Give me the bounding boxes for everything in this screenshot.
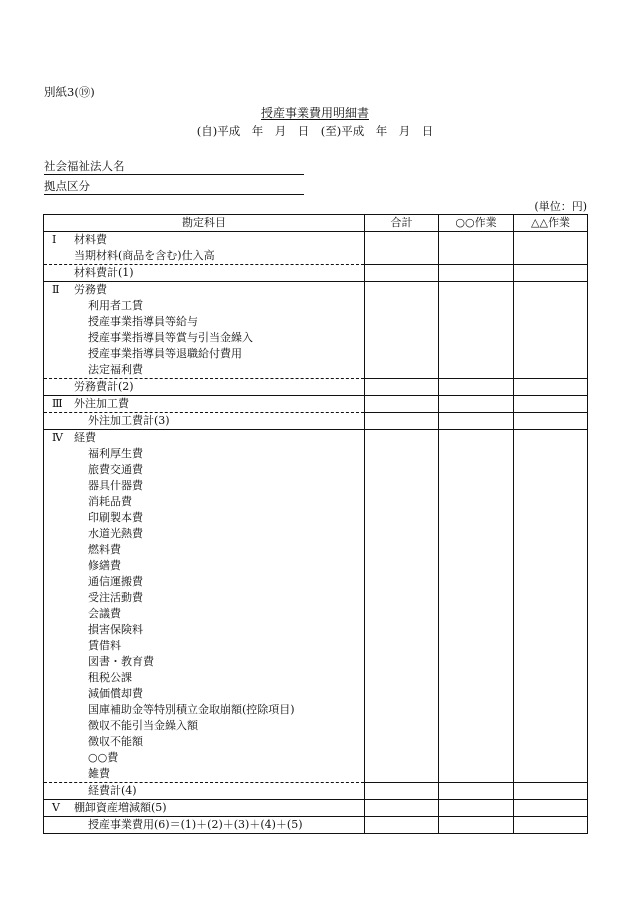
account-cell <box>44 654 365 670</box>
work-b-cell <box>514 638 588 654</box>
work-b-cell <box>514 298 588 314</box>
table-row <box>44 362 588 379</box>
account-cell <box>44 298 365 314</box>
total-cell <box>365 542 439 558</box>
account-cell <box>44 379 365 396</box>
work-a-cell <box>439 622 514 638</box>
table-row <box>44 446 588 462</box>
header-work-b: △△作業 <box>514 215 588 232</box>
work-a-cell <box>439 346 514 362</box>
work-b-cell <box>514 248 588 265</box>
work-b-cell <box>514 558 588 574</box>
total-cell <box>365 526 439 542</box>
header-total: 合計 <box>365 215 439 232</box>
section-number: Ⅳ <box>52 431 63 444</box>
work-b-cell <box>514 590 588 606</box>
work-a-cell <box>439 670 514 686</box>
work-b-cell <box>514 478 588 494</box>
work-b-cell <box>514 282 588 299</box>
work-a-cell <box>439 362 514 379</box>
account-cell <box>44 526 365 542</box>
account-cell <box>44 446 365 462</box>
account-cell <box>44 494 365 510</box>
table-body <box>44 232 588 834</box>
table-row <box>44 232 588 249</box>
total-cell <box>365 330 439 346</box>
account-name: 器具什器費 <box>88 479 143 492</box>
total-cell <box>365 379 439 396</box>
table-row <box>44 379 588 396</box>
total-cell <box>365 558 439 574</box>
account-cell <box>44 766 365 783</box>
work-a-cell <box>439 574 514 590</box>
work-a-cell <box>439 654 514 670</box>
table-row <box>44 298 588 314</box>
table-row <box>44 574 588 590</box>
table-row <box>44 750 588 766</box>
work-a-cell <box>439 590 514 606</box>
table-row <box>44 282 588 299</box>
account-cell <box>44 606 365 622</box>
work-b-cell <box>514 232 588 249</box>
table-row <box>44 766 588 783</box>
work-b-cell <box>514 494 588 510</box>
account-cell <box>44 783 365 800</box>
table-row <box>44 265 588 282</box>
account-cell <box>44 574 365 590</box>
work-a-cell <box>439 734 514 750</box>
work-a-cell <box>439 413 514 430</box>
account-name: 雑費 <box>88 767 110 780</box>
account-cell <box>44 462 365 478</box>
section-number: Ⅲ <box>52 397 63 410</box>
total-cell <box>365 232 439 249</box>
account-name: 授産事業指導員等賞与引当金繰入 <box>88 331 253 344</box>
total-cell <box>365 817 439 834</box>
table-row <box>44 670 588 686</box>
table-row <box>44 346 588 362</box>
account-name: 水道光熱費 <box>88 527 143 540</box>
account-name: 労務費計(2) <box>74 380 134 393</box>
work-a-cell <box>439 686 514 702</box>
total-cell <box>365 766 439 783</box>
account-name: 修繕費 <box>88 559 121 572</box>
work-b-cell <box>514 686 588 702</box>
work-a-cell <box>439 558 514 574</box>
work-b-cell <box>514 606 588 622</box>
account-cell <box>44 314 365 330</box>
total-cell <box>365 574 439 590</box>
table-row <box>44 638 588 654</box>
account-cell <box>44 622 365 638</box>
work-b-cell <box>514 766 588 783</box>
work-a-cell <box>439 718 514 734</box>
account-cell <box>44 750 365 766</box>
total-cell <box>365 800 439 817</box>
work-a-cell <box>439 606 514 622</box>
account-name: 外注加工費計(3) <box>88 414 170 427</box>
account-cell <box>44 638 365 654</box>
total-cell <box>365 494 439 510</box>
work-a-cell <box>439 330 514 346</box>
table-row <box>44 718 588 734</box>
account-name: 当期材料(商品を含む)仕入高 <box>74 249 215 262</box>
work-b-cell <box>514 510 588 526</box>
account-name: 賃借料 <box>88 639 121 652</box>
document-title-wrap <box>0 104 630 121</box>
account-name: 徴収不能額 <box>88 735 143 748</box>
work-a-cell <box>439 265 514 282</box>
account-name: 経費計(4) <box>88 784 137 797</box>
work-b-cell <box>514 817 588 834</box>
table-row <box>44 430 588 447</box>
work-b-cell <box>514 718 588 734</box>
total-cell <box>365 638 439 654</box>
account-name: 消耗品費 <box>88 495 132 508</box>
account-cell <box>44 558 365 574</box>
total-cell <box>365 702 439 718</box>
account-name: 通信運搬費 <box>88 575 143 588</box>
work-b-cell <box>514 446 588 462</box>
work-b-cell <box>514 314 588 330</box>
account-cell <box>44 718 365 734</box>
table-row <box>44 462 588 478</box>
account-name: 徴収不能引当金繰入額 <box>88 719 198 732</box>
work-b-cell <box>514 734 588 750</box>
work-a-cell <box>439 817 514 834</box>
table-row <box>44 330 588 346</box>
work-a-cell <box>439 750 514 766</box>
document-title: 授産事業費用明細書 <box>260 106 369 120</box>
corporation-name-field: 社会福祉法人名 <box>44 158 304 175</box>
table-row <box>44 558 588 574</box>
work-b-cell <box>514 430 588 447</box>
total-cell <box>365 750 439 766</box>
account-cell <box>44 670 365 686</box>
table-row <box>44 686 588 702</box>
work-b-cell <box>514 265 588 282</box>
total-cell <box>365 670 439 686</box>
total-cell <box>365 265 439 282</box>
account-name: 燃料費 <box>88 543 121 556</box>
table-row <box>44 734 588 750</box>
work-a-cell <box>439 248 514 265</box>
work-b-cell <box>514 574 588 590</box>
account-name: 会議費 <box>88 607 121 620</box>
work-a-cell <box>439 783 514 800</box>
table-row <box>44 314 588 330</box>
account-name: 利用者工賃 <box>88 299 143 312</box>
total-cell <box>365 718 439 734</box>
work-a-cell <box>439 282 514 299</box>
work-a-cell <box>439 314 514 330</box>
total-cell <box>365 282 439 299</box>
section-number: Ⅰ <box>52 233 57 246</box>
account-name: 外注加工費 <box>74 397 129 410</box>
account-name: 授産事業指導員等退職給付費用 <box>88 347 242 360</box>
total-cell <box>365 462 439 478</box>
table-row <box>44 590 588 606</box>
table-row <box>44 702 588 718</box>
table-row <box>44 606 588 622</box>
account-name: 租税公課 <box>88 671 132 684</box>
work-a-cell <box>439 494 514 510</box>
work-a-cell <box>439 800 514 817</box>
annex-number: 別紙3(⑲) <box>44 85 95 99</box>
account-name: 材料費計(1) <box>74 266 134 279</box>
table-row <box>44 817 588 834</box>
account-name: 国庫補助金等特別積立金取崩額(控除項目) <box>88 703 295 716</box>
table-row <box>44 396 588 413</box>
work-b-cell <box>514 654 588 670</box>
account-cell <box>44 265 365 282</box>
total-cell <box>365 606 439 622</box>
work-a-cell <box>439 526 514 542</box>
total-cell <box>365 298 439 314</box>
total-cell <box>365 248 439 265</box>
work-a-cell <box>439 430 514 447</box>
account-name: 減価償却費 <box>88 687 143 700</box>
account-cell <box>44 800 365 817</box>
account-name: ○○費 <box>88 751 119 764</box>
total-cell <box>365 396 439 413</box>
work-a-cell <box>439 232 514 249</box>
total-cell <box>365 622 439 638</box>
work-a-cell <box>439 702 514 718</box>
work-b-cell <box>514 396 588 413</box>
header-account: 勘定科目 <box>44 215 365 232</box>
period-line: (自)平成 年 月 日 (至)平成 年 月 日 <box>196 124 434 138</box>
account-name: 経費 <box>74 431 96 444</box>
account-cell <box>44 232 365 249</box>
work-a-cell <box>439 638 514 654</box>
total-cell <box>365 478 439 494</box>
work-b-cell <box>514 462 588 478</box>
work-b-cell <box>514 622 588 638</box>
work-b-cell <box>514 542 588 558</box>
account-cell <box>44 590 365 606</box>
work-b-cell <box>514 750 588 766</box>
work-a-cell <box>439 446 514 462</box>
work-a-cell <box>439 766 514 783</box>
account-name: 損害保険料 <box>88 623 143 636</box>
account-cell <box>44 478 365 494</box>
account-cell <box>44 330 365 346</box>
work-b-cell <box>514 702 588 718</box>
total-cell <box>365 346 439 362</box>
account-name: 印刷製本費 <box>88 511 143 524</box>
total-cell <box>365 510 439 526</box>
header-work-a: ○○作業 <box>439 215 514 232</box>
account-name: 法定福利費 <box>88 363 143 376</box>
section-number: Ⅴ <box>52 801 60 814</box>
work-b-cell <box>514 800 588 817</box>
work-b-cell <box>514 670 588 686</box>
account-cell <box>44 430 365 447</box>
base-division-field: 拠点区分 <box>44 178 304 195</box>
account-cell <box>44 346 365 362</box>
account-cell <box>44 734 365 750</box>
table-row <box>44 413 588 430</box>
total-cell <box>365 413 439 430</box>
account-name: 棚卸資産増減額(5) <box>74 801 167 814</box>
account-cell <box>44 542 365 558</box>
account-cell <box>44 396 365 413</box>
account-name: 旅費交通費 <box>88 463 143 476</box>
account-cell <box>44 702 365 718</box>
table-header-row <box>44 215 588 232</box>
work-b-cell <box>514 379 588 396</box>
work-b-cell <box>514 330 588 346</box>
account-cell <box>44 248 365 265</box>
work-b-cell <box>514 362 588 379</box>
table-row <box>44 526 588 542</box>
table-row <box>44 622 588 638</box>
work-a-cell <box>439 462 514 478</box>
total-cell <box>365 446 439 462</box>
table-row <box>44 542 588 558</box>
work-b-cell <box>514 526 588 542</box>
work-a-cell <box>439 396 514 413</box>
work-b-cell <box>514 346 588 362</box>
account-cell <box>44 817 365 834</box>
total-cell <box>365 590 439 606</box>
work-b-cell <box>514 413 588 430</box>
account-name: 図書・教育費 <box>88 655 154 668</box>
work-b-cell <box>514 783 588 800</box>
account-name: 福利厚生費 <box>88 447 143 460</box>
table-row <box>44 494 588 510</box>
work-a-cell <box>439 542 514 558</box>
unit-label: (単位：円) <box>534 200 587 213</box>
total-cell <box>365 686 439 702</box>
account-cell <box>44 510 365 526</box>
expense-detail-table <box>43 214 588 834</box>
table-row <box>44 478 588 494</box>
account-cell <box>44 686 365 702</box>
total-cell <box>365 783 439 800</box>
work-a-cell <box>439 478 514 494</box>
total-cell <box>365 430 439 447</box>
account-name: 材料費 <box>74 233 107 246</box>
account-cell <box>44 282 365 299</box>
total-cell <box>365 362 439 379</box>
table-row <box>44 248 588 265</box>
total-cell <box>365 734 439 750</box>
account-cell <box>44 362 365 379</box>
account-name: 受注活動費 <box>88 591 143 604</box>
total-cell <box>365 654 439 670</box>
table-row <box>44 510 588 526</box>
work-a-cell <box>439 379 514 396</box>
section-number: Ⅱ <box>52 283 60 296</box>
table-row <box>44 783 588 800</box>
account-cell <box>44 413 365 430</box>
table-row <box>44 800 588 817</box>
account-name: 授産事業指導員等給与 <box>88 315 198 328</box>
account-name: 労務費 <box>74 283 107 296</box>
account-name: 授産事業費用(6)＝(1)＋(2)＋(3)＋(4)＋(5) <box>88 818 303 831</box>
table-row <box>44 654 588 670</box>
work-a-cell <box>439 510 514 526</box>
total-cell <box>365 314 439 330</box>
work-a-cell <box>439 298 514 314</box>
